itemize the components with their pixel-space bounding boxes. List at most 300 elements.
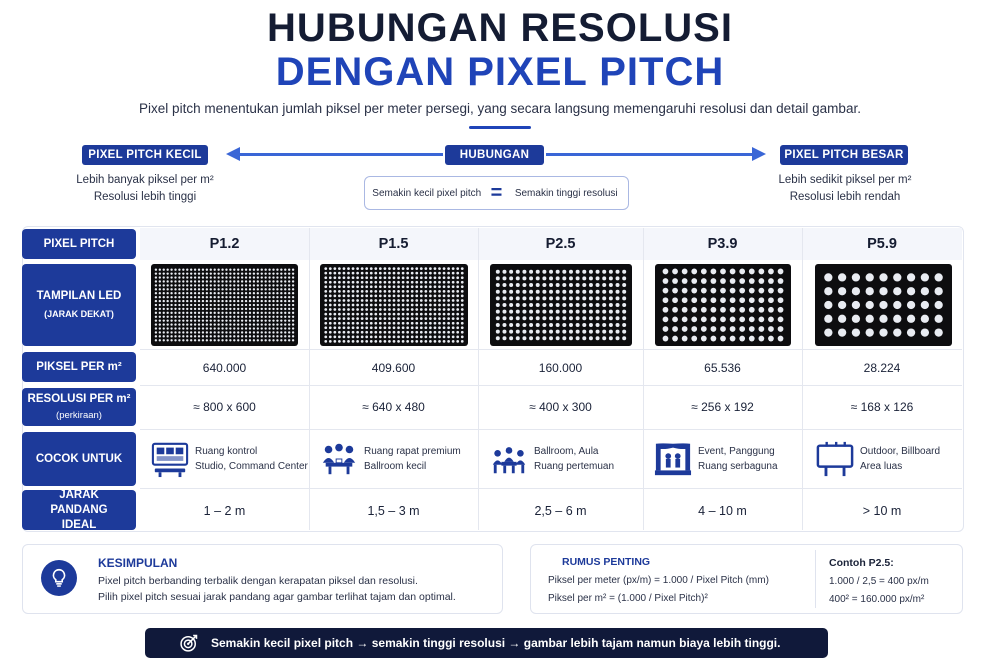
use-text-p1-5 <box>364 444 461 474</box>
led-dot <box>672 269 678 275</box>
led-dot <box>245 335 247 337</box>
bottom-banner <box>145 628 828 658</box>
led-dot <box>276 316 278 318</box>
led-dot <box>229 331 231 333</box>
led-dot <box>264 276 266 278</box>
led-dot <box>447 267 450 270</box>
led-dot <box>338 335 341 338</box>
led-dot <box>182 280 184 282</box>
led-dot <box>622 303 626 307</box>
led-dot <box>536 310 540 314</box>
led-dot <box>496 336 500 340</box>
led-dot <box>257 292 259 294</box>
led-dot <box>438 308 441 311</box>
led-dot <box>159 312 161 314</box>
led-dot <box>447 322 450 325</box>
led-dot <box>420 267 423 270</box>
led-dot <box>343 313 346 316</box>
led-dot <box>529 323 533 327</box>
led-dot <box>272 296 274 298</box>
led-dot <box>329 317 332 320</box>
led-dot <box>420 299 423 302</box>
led-dot <box>516 336 520 340</box>
led-dot <box>198 335 200 337</box>
led-dot <box>166 280 168 282</box>
led-dot <box>749 326 755 332</box>
led-dot <box>622 296 626 300</box>
led-dot <box>447 285 450 288</box>
led-dot <box>356 276 359 279</box>
led-dot <box>268 276 270 278</box>
led-dot <box>596 296 600 300</box>
led-dot <box>384 308 387 311</box>
led-dot <box>388 317 391 320</box>
led-dot <box>596 303 600 307</box>
led-dot <box>280 312 282 314</box>
led-dot <box>438 281 441 284</box>
led-dot <box>292 312 294 314</box>
led-dot <box>609 330 613 334</box>
led-dot <box>221 276 223 278</box>
led-dot <box>616 283 620 287</box>
led-dot <box>374 308 377 311</box>
led-dot <box>411 295 414 298</box>
led-dot <box>288 323 290 325</box>
led-dot <box>682 278 688 284</box>
led-dot <box>343 335 346 338</box>
led-dot <box>155 339 157 341</box>
led-dot <box>365 335 368 338</box>
led-dot <box>182 316 184 318</box>
led-dot <box>907 273 915 281</box>
led-dot <box>249 320 251 322</box>
led-dot <box>549 336 553 340</box>
led-dot <box>210 327 212 329</box>
led-dot <box>768 288 774 294</box>
led-dot <box>393 276 396 279</box>
led-dot <box>338 340 341 343</box>
led-dot <box>280 339 282 341</box>
led-dot <box>229 269 231 271</box>
formula-title: RUMUS PENTING <box>562 556 651 568</box>
led-dot <box>406 308 409 311</box>
led-dot <box>384 272 387 275</box>
led-dot <box>166 304 168 306</box>
led-dot <box>284 276 286 278</box>
led-dot <box>225 280 227 282</box>
led-dot <box>447 276 450 279</box>
led-dot <box>388 322 391 325</box>
led-dot <box>229 316 231 318</box>
led-dot <box>452 304 455 307</box>
led-dot <box>324 285 327 288</box>
led-dot <box>214 284 216 286</box>
led-dot <box>264 308 266 310</box>
led-dot <box>292 296 294 298</box>
led-dot <box>241 269 243 271</box>
led-dot <box>420 285 423 288</box>
led-dot <box>429 295 432 298</box>
led-dot <box>178 331 180 333</box>
led-dot <box>443 281 446 284</box>
led-dot <box>288 320 290 322</box>
led-dot <box>178 288 180 290</box>
led-dot <box>261 320 263 322</box>
led-dot <box>268 312 270 314</box>
led-dot <box>496 323 500 327</box>
led-dot <box>402 335 405 338</box>
led-dot <box>361 285 364 288</box>
led-dot <box>429 317 432 320</box>
led-dot <box>210 276 212 278</box>
led-dot <box>365 299 368 302</box>
led-dot <box>424 267 427 270</box>
led-dot <box>186 339 188 341</box>
led-dot <box>178 308 180 310</box>
led-dot <box>257 316 259 318</box>
led-dot <box>276 320 278 322</box>
led-dot <box>461 335 464 338</box>
led-dot <box>214 312 216 314</box>
led-dot <box>415 295 418 298</box>
led-dot <box>174 331 176 333</box>
led-dot <box>406 335 409 338</box>
led-dot <box>496 276 500 280</box>
led-dot <box>288 331 290 333</box>
led-dot <box>838 328 846 336</box>
led-dot <box>502 270 506 274</box>
led-dot <box>178 335 180 337</box>
led-dot <box>261 335 263 337</box>
kecil-description <box>52 172 238 206</box>
led-dot <box>522 336 526 340</box>
led-dot <box>249 300 251 302</box>
led-dot <box>542 276 546 280</box>
led-dot <box>549 290 553 294</box>
led-dot <box>182 320 184 322</box>
led-dot <box>447 299 450 302</box>
led-dot <box>292 339 294 341</box>
led-dot <box>178 272 180 274</box>
led-dot <box>397 285 400 288</box>
led-dot <box>582 330 586 334</box>
example-line-2: 400² = 160.000 px/m² <box>829 594 925 605</box>
led-dot <box>456 281 459 284</box>
led-dot <box>411 299 414 302</box>
led-dot <box>602 283 606 287</box>
led-dot <box>596 276 600 280</box>
led-dot <box>452 331 455 334</box>
led-dot <box>852 315 860 323</box>
led-dot <box>190 339 192 341</box>
resolution-p1-5: ≈ 640 x 480 <box>362 400 425 414</box>
led-dot <box>397 267 400 270</box>
led-dot <box>166 327 168 329</box>
led-dot <box>217 312 219 314</box>
led-dot <box>338 267 341 270</box>
led-dot <box>502 303 506 307</box>
led-dot <box>284 312 286 314</box>
led-dot <box>206 331 208 333</box>
led-dot <box>194 269 196 271</box>
title-underline <box>469 126 531 129</box>
led-dot <box>194 335 196 337</box>
led-dot <box>739 297 745 303</box>
led-dot <box>749 288 755 294</box>
led-dot <box>361 317 364 320</box>
led-dot <box>257 269 259 271</box>
led-dot <box>447 272 450 275</box>
led-dot <box>509 336 513 340</box>
led-dot <box>434 267 437 270</box>
led-dot <box>542 270 546 274</box>
led-dot <box>206 335 208 337</box>
led-dot <box>602 310 606 314</box>
led-dot <box>452 299 455 302</box>
led-dot <box>329 276 332 279</box>
led-dot <box>206 300 208 302</box>
led-dot <box>622 323 626 327</box>
led-dot <box>178 300 180 302</box>
led-dot <box>576 283 580 287</box>
led-dot <box>935 315 943 323</box>
led-dot <box>329 335 332 338</box>
led-dot <box>352 276 355 279</box>
led-dot <box>393 295 396 298</box>
led-dot <box>221 292 223 294</box>
led-dot <box>420 317 423 320</box>
led-dot <box>542 303 546 307</box>
example-line-1: 1.000 / 2,5 = 400 px/m <box>829 576 929 587</box>
led-dot <box>333 290 336 293</box>
led-dot <box>352 304 355 307</box>
led-dot <box>233 312 235 314</box>
led-dot <box>456 295 459 298</box>
led-dot <box>264 292 266 294</box>
led-dot <box>347 295 350 298</box>
led-dot <box>420 295 423 298</box>
led-dot <box>365 331 368 334</box>
led-dot <box>241 339 243 341</box>
led-dot <box>343 295 346 298</box>
led-dot <box>166 339 168 341</box>
led-dot <box>284 272 286 274</box>
led-dot <box>443 276 446 279</box>
led-dot <box>509 296 513 300</box>
use-case-p1-2 <box>151 434 308 484</box>
led-dot <box>186 269 188 271</box>
led-dot <box>261 280 263 282</box>
led-dot <box>288 296 290 298</box>
led-dot <box>549 310 553 314</box>
led-dot <box>682 317 688 323</box>
pitch-header-p5-9: P5.9 <box>867 236 897 252</box>
led-dot <box>549 323 553 327</box>
led-dot <box>415 276 418 279</box>
led-dot <box>461 322 464 325</box>
led-dot <box>272 331 274 333</box>
led-dot <box>202 312 204 314</box>
led-dot <box>272 316 274 318</box>
led-dot <box>155 308 157 310</box>
led-dot <box>461 290 464 293</box>
led-dot <box>361 326 364 329</box>
led-dot <box>582 336 586 340</box>
led-dot <box>261 296 263 298</box>
led-dot <box>516 303 520 307</box>
resolution-p5-9: ≈ 168 x 126 <box>850 400 914 414</box>
led-dot <box>166 276 168 278</box>
led-dot <box>388 281 391 284</box>
col-divider <box>478 228 479 530</box>
led-dot <box>365 285 368 288</box>
led-dot <box>622 283 626 287</box>
led-dot <box>159 288 161 290</box>
led-dot <box>249 272 251 274</box>
led-dot <box>174 308 176 310</box>
led-dot <box>420 322 423 325</box>
led-dot <box>221 327 223 329</box>
led-dot <box>424 285 427 288</box>
row-label-text: PIKSEL PER m² <box>36 360 122 373</box>
led-dot <box>879 301 887 309</box>
led-dot <box>190 308 192 310</box>
led-dot <box>536 270 540 274</box>
led-dot <box>443 317 446 320</box>
led-dot <box>170 331 172 333</box>
led-dot <box>562 270 566 274</box>
led-dot <box>329 290 332 293</box>
led-dot <box>338 326 341 329</box>
led-dot <box>202 327 204 329</box>
led-dot <box>166 312 168 314</box>
led-dot <box>529 276 533 280</box>
row-divider <box>140 488 962 489</box>
led-dot <box>170 272 172 274</box>
led-dot <box>596 330 600 334</box>
distance-p3-9: 4 – 10 m <box>698 504 747 518</box>
led-dot <box>663 326 669 332</box>
led-dot <box>452 317 455 320</box>
led-dot <box>186 292 188 294</box>
led-dot <box>447 335 450 338</box>
led-dot <box>292 304 294 306</box>
led-dot <box>907 287 915 295</box>
led-dot <box>402 322 405 325</box>
led-dot <box>461 299 464 302</box>
led-dot <box>214 327 216 329</box>
led-dot <box>217 269 219 271</box>
led-dot <box>261 269 263 271</box>
led-dot <box>576 270 580 274</box>
led-dot <box>202 300 204 302</box>
led-dot <box>186 280 188 282</box>
led-dot <box>233 296 235 298</box>
led-dot <box>237 276 239 278</box>
led-dot <box>257 320 259 322</box>
led-dot <box>447 281 450 284</box>
led-dot <box>730 269 736 275</box>
led-dot <box>276 323 278 325</box>
led-dot <box>443 313 446 316</box>
led-dot <box>261 292 263 294</box>
led-dot <box>347 272 350 275</box>
led-dot <box>365 267 368 270</box>
led-dot <box>217 304 219 306</box>
led-dot <box>233 335 235 337</box>
led-dot <box>268 335 270 337</box>
led-dot <box>159 284 161 286</box>
led-dot <box>424 304 427 307</box>
led-dot <box>388 267 391 270</box>
led-dot <box>509 290 513 294</box>
led-dot <box>237 320 239 322</box>
led-dot <box>496 290 500 294</box>
led-dot <box>429 299 432 302</box>
led-dot <box>589 283 593 287</box>
led-dot <box>174 327 176 329</box>
led-dot <box>155 292 157 294</box>
led-dot <box>264 296 266 298</box>
led-dot <box>701 326 707 332</box>
led-dot <box>338 295 341 298</box>
led-dot <box>249 331 251 333</box>
led-dot <box>397 335 400 338</box>
led-dot <box>241 296 243 298</box>
led-dot <box>529 290 533 294</box>
led-dot <box>415 313 418 316</box>
led-dot <box>502 330 506 334</box>
led-dot <box>253 312 255 314</box>
led-dot <box>529 303 533 307</box>
led-dot <box>838 273 846 281</box>
led-dot <box>261 288 263 290</box>
led-dot <box>333 340 336 343</box>
led-dot <box>343 281 346 284</box>
led-dot <box>406 295 409 298</box>
led-dot <box>438 272 441 275</box>
led-dot <box>402 281 405 284</box>
led-dot <box>221 272 223 274</box>
led-dot <box>529 296 533 300</box>
led-dot <box>202 316 204 318</box>
led-dot <box>434 281 437 284</box>
led-dot <box>292 272 294 274</box>
led-dot <box>249 304 251 306</box>
led-dot <box>589 270 593 274</box>
led-dot <box>333 285 336 288</box>
stage-icon <box>654 440 692 478</box>
led-dot <box>190 269 192 271</box>
led-dot <box>388 326 391 329</box>
led-dot <box>556 270 560 274</box>
led-dot <box>268 292 270 294</box>
led-dot <box>261 323 263 325</box>
led-dot <box>838 315 846 323</box>
led-dot <box>206 316 208 318</box>
led-dot <box>159 304 161 306</box>
led-dot <box>198 331 200 333</box>
led-dot <box>206 296 208 298</box>
led-dot <box>233 284 235 286</box>
led-dot <box>347 276 350 279</box>
led-dot <box>233 304 235 306</box>
led-dot <box>257 339 259 341</box>
led-dot <box>411 313 414 316</box>
led-dot <box>434 272 437 275</box>
led-dot <box>249 327 251 329</box>
led-dot <box>170 312 172 314</box>
